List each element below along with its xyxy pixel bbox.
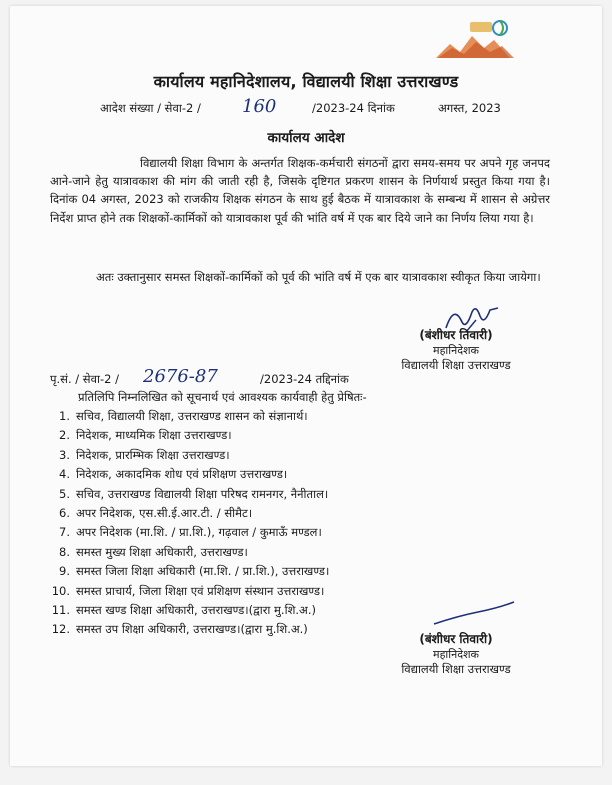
list-item: 8. समस्त मुख्य शिक्षा अधिकारी, उत्तराखण्ड। <box>59 544 248 559</box>
list-item: 12. समस्त उप शिक्षा अधिकारी, उत्तराखण्ड।(द्वारा मु.शि.अ.) <box>51 622 308 637</box>
signatory-name: (बंशीधर तिवारी) <box>419 632 493 646</box>
list-item: 2. निदेशक, माध्यमिक शिक्षा उत्तराखण्ड। <box>59 428 232 443</box>
copy-number: 2676-87 <box>143 366 218 387</box>
recipient-list <box>46 407 329 640</box>
list-item: 9. समस्त जिला शिक्षा अधिकारी (मा.शि. / प्रा.शि.), उत्तराखण्ड। <box>59 564 330 579</box>
order-date: अगस्त, 2023 <box>438 101 501 115</box>
signature-icon <box>428 598 518 628</box>
list-item: 3. निदेशक, प्रारम्भिक शिक्षा उत्तराखण्ड। <box>59 447 230 462</box>
signatory-designation: महानिदेशक <box>433 648 479 661</box>
signature-block <box>376 326 536 373</box>
list-item: 5. सचिव, उत्तराखण्ड विद्यालयी शिक्षा परिषद रामनगर, नैनीताल। <box>59 486 329 501</box>
signature-block <box>376 630 536 677</box>
signatory-name: (बंशीधर तिवारी) <box>419 328 493 342</box>
list-item: 7. अपर निदेशक (मा.शि. / प्रा.शि.), गढ़वाल / कुमाऊँ मण्डल। <box>59 525 322 540</box>
list-item: 4. निदेशक, अकादमिक शोध एवं प्रशिक्षण उत्तराखण्ड। <box>59 467 288 482</box>
office-title: कार्यालय महानिदेशालय, विद्यालयी शिक्षा उत्तराखण्ड <box>153 72 459 91</box>
document-page <box>10 6 602 766</box>
g20-logo-icon <box>430 14 520 62</box>
list-item: 1. सचिव, विद्यालयी शिक्षा, उत्तराखण्ड शासन को संज्ञानार्थ। <box>59 409 308 423</box>
copy-year: /2023-24 तद्दिनांक <box>260 372 349 386</box>
copy-number-label: पृ.सं. / सेवा-2 / <box>50 372 119 386</box>
signatory-department: विद्यालयी शिक्षा उत्तराखण्ड <box>401 358 511 372</box>
list-item: 6. अपर निदेशक, एस.सी.ई.आर.टी. / सीमैट। <box>59 505 253 520</box>
signatory-department: विद्यालयी शिक्षा उत्तराखण्ड <box>401 662 511 676</box>
order-number-label: आदेश संख्या / सेवा-2 / <box>100 101 201 115</box>
signatory-designation: महानिदेशक <box>433 344 479 357</box>
order-year: /2023-24 दिनांक <box>312 101 395 115</box>
order-number: 160 <box>242 96 277 117</box>
list-item: 10. समस्त प्राचार्य, जिला शिक्षा एवं प्रशिक्षण संस्थान उत्तराखण्ड। <box>51 583 325 598</box>
order-paragraph-1: विद्यालयी शिक्षा विभाग के अन्तर्गत शिक्षक-कर्मचारी संगठनों द्वारा समय-समय पर अपने गृह जनपद आने-जाने हेतु यात्रावकाश की मांग की जाती रही है, जिसके दृष्टिगत प्रकरण शासन के निर्णयार्थ प्रस्तुत किया गया है। दिनांक 04 अगस्त, 2023 को राजकीय शिक्षक संगठन के साथ हुई बैठक में यात्रावकाश के सम्बन्ध में शासन से अग्रेत्तर निर्देश प्राप्त होने तक शिक्षकों-कार्मिकों को यात्रावकाश पूर्व की भांति वर्ष में एक बार दिये जाने का निर्णय लिया गया है। <box>50 156 550 225</box>
list-item: 11. समस्त खण्ड शिक्षा अधिकारी, उत्तराखण्ड।(द्वारा मु.शि.अ.) <box>51 602 316 617</box>
order-paragraph-2: अतः उक्तानुसार समस्त शिक्षकों-कार्मिकों को पूर्व की भांति वर्ष में एक बार यात्रावकाश स्वीकृत किया जायेगा। <box>96 270 541 284</box>
copy-intro: प्रतिलिपि निम्नलिखित को सूचनार्थ एवं आवश्यक कार्यवाही हेतु प्रेषितः- <box>78 390 367 404</box>
office-order-title: कार्यालय आदेश <box>267 130 345 146</box>
